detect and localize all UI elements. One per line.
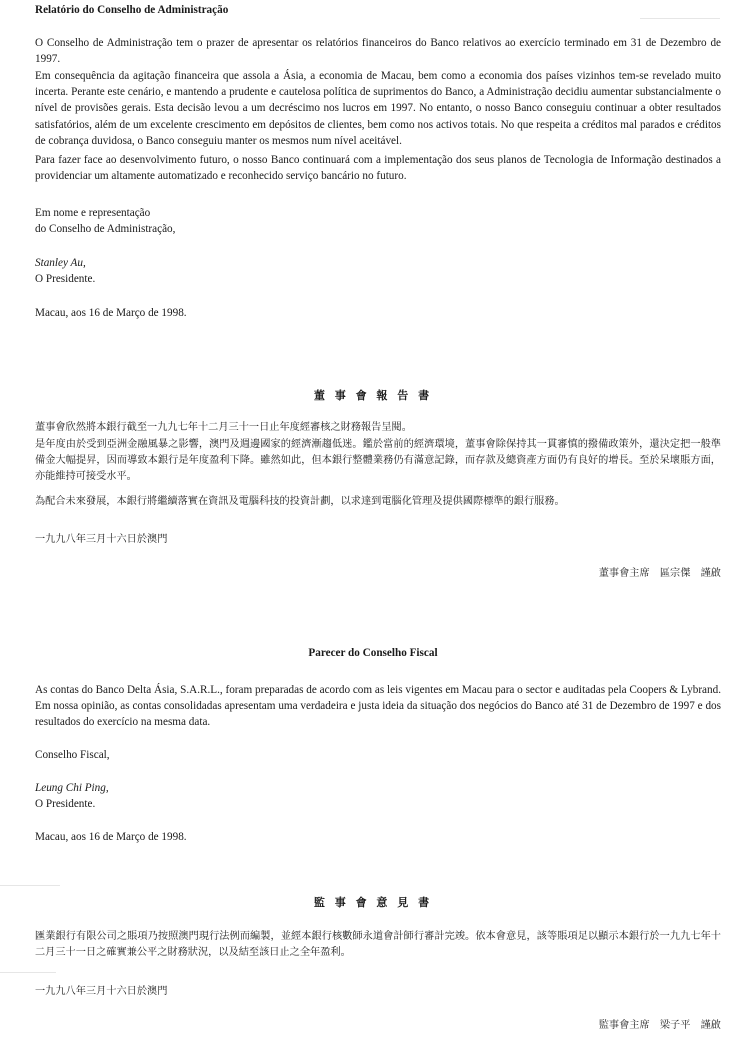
- signature-line: 董事會主席 區宗傑 謹啟: [598, 568, 721, 579]
- paragraph: Em consequência da agitação financeira que assola a Ásia, a economia de Macau, bem como a economia dos países vizinhos tem-se revelado muito incerta. Perante este cenário, e mantendo a prudente e cautelosa política de suprimentos do Banco, a Administração decidiu aumentar substancialmente o nível de provisões gerais. Esta decisão levou a um decréscimo nos lucros em 1997. No entanto, o nosso Banco conseguiu continuar a obter resultados satisfatórios, além de um excelente crescimento em depósitos de clientes, bem como nos activos totais. No que respeita a créditos mal parados e créditos de cobrança duvidosa, o Banco conseguiu manter os mesmos num nível aceitável.: [35, 70, 721, 147]
- closing-line: Em nome e representação: [35, 207, 151, 219]
- date-line: Macau, aos 16 de Março de 1998.: [35, 831, 187, 843]
- signatory-title: O Presidente.: [35, 273, 96, 285]
- signatory-name: Stanley Au,: [35, 257, 86, 269]
- section-title: Relatório do Conselho de Administração: [35, 4, 229, 16]
- paragraph: 董事會欣然將本銀行截至一九九七年十二月三十一日止年度經審核之財務報告呈閱。: [35, 422, 412, 433]
- signatory-title: O Presidente.: [35, 798, 96, 810]
- paragraph: Para fazer face ao desenvolvimento futuro, o nosso Banco continuará com a implementação dos seus planos de Tecnologia de Informação destinados a providenciar um altamente automatizado e reconhecido serviço bancário no futuro.: [35, 154, 721, 183]
- section-title: Parecer do Conselho Fiscal: [308, 647, 438, 659]
- date-line: Macau, aos 16 de Março de 1998.: [35, 307, 187, 319]
- closing-line: Conselho Fiscal,: [35, 749, 110, 761]
- paragraph: 是年度由於受到亞洲金融風暴之影響，澳門及週邊國家的經濟漸趨低迷。鑑於當前的經濟環境，董事會除保持其一貫審慎的撥備政策外，還決定把一般準備金大幅提昇，因而導致本銀行是年度盈利下降。雖然如此，但本銀行整體業務仍有滿意記錄，而存款及總資產方面仍有良好的增長。至於呆壞賬方面，亦能維持可接受水平。: [35, 439, 721, 483]
- paragraph: 為配合未來發展，本銀行將繼續落實在資訊及電腦科技的投資計劃，以求達到電腦化管理及提供國際標準的銀行服務。: [35, 496, 565, 507]
- paragraph: O Conselho de Administração tem o prazer de apresentar os relatórios financeiros do Banco relativos ao exercício terminado em 31 de Dezembro de 1997.: [35, 37, 721, 66]
- signatory-name: Leung Chi Ping,: [35, 782, 109, 794]
- section-title: 監 事 會 意 見 書: [313, 896, 433, 909]
- section-title: 董 事 會 報 告 書: [313, 389, 433, 402]
- signature-line: 監事會主席 梁子平 謹啟: [598, 1020, 721, 1031]
- date-line: 一九九八年三月十六日於澳門: [35, 986, 168, 997]
- paragraph: As contas do Banco Delta Ásia, S.A.R.L., foram preparadas de acordo com as leis vigentes em Macau para o sector e auditadas pela Coopers & Lybrand. Em nossa opinião, as contas consolidadas apresentam uma verdadeira e justa ideia da situação dos negócios do Banco até 31 de Dezembro de 1997 e dos resultados do exercício na mesma data.: [35, 684, 721, 729]
- paragraph: 匯業銀行有限公司之賬項乃按照澳門現行法例而編製，並經本銀行核數師永道會計師行審計完竣。依本會意見，該等賬項足以顯示本銀行於一九九七年十二月三十一日之確實兼公平之財務狀況，以及結至該日止之全年盈利。: [35, 931, 721, 959]
- date-line: 一九九八年三月十六日於澳門: [35, 534, 168, 545]
- closing-line: do Conselho de Administração,: [35, 223, 176, 235]
